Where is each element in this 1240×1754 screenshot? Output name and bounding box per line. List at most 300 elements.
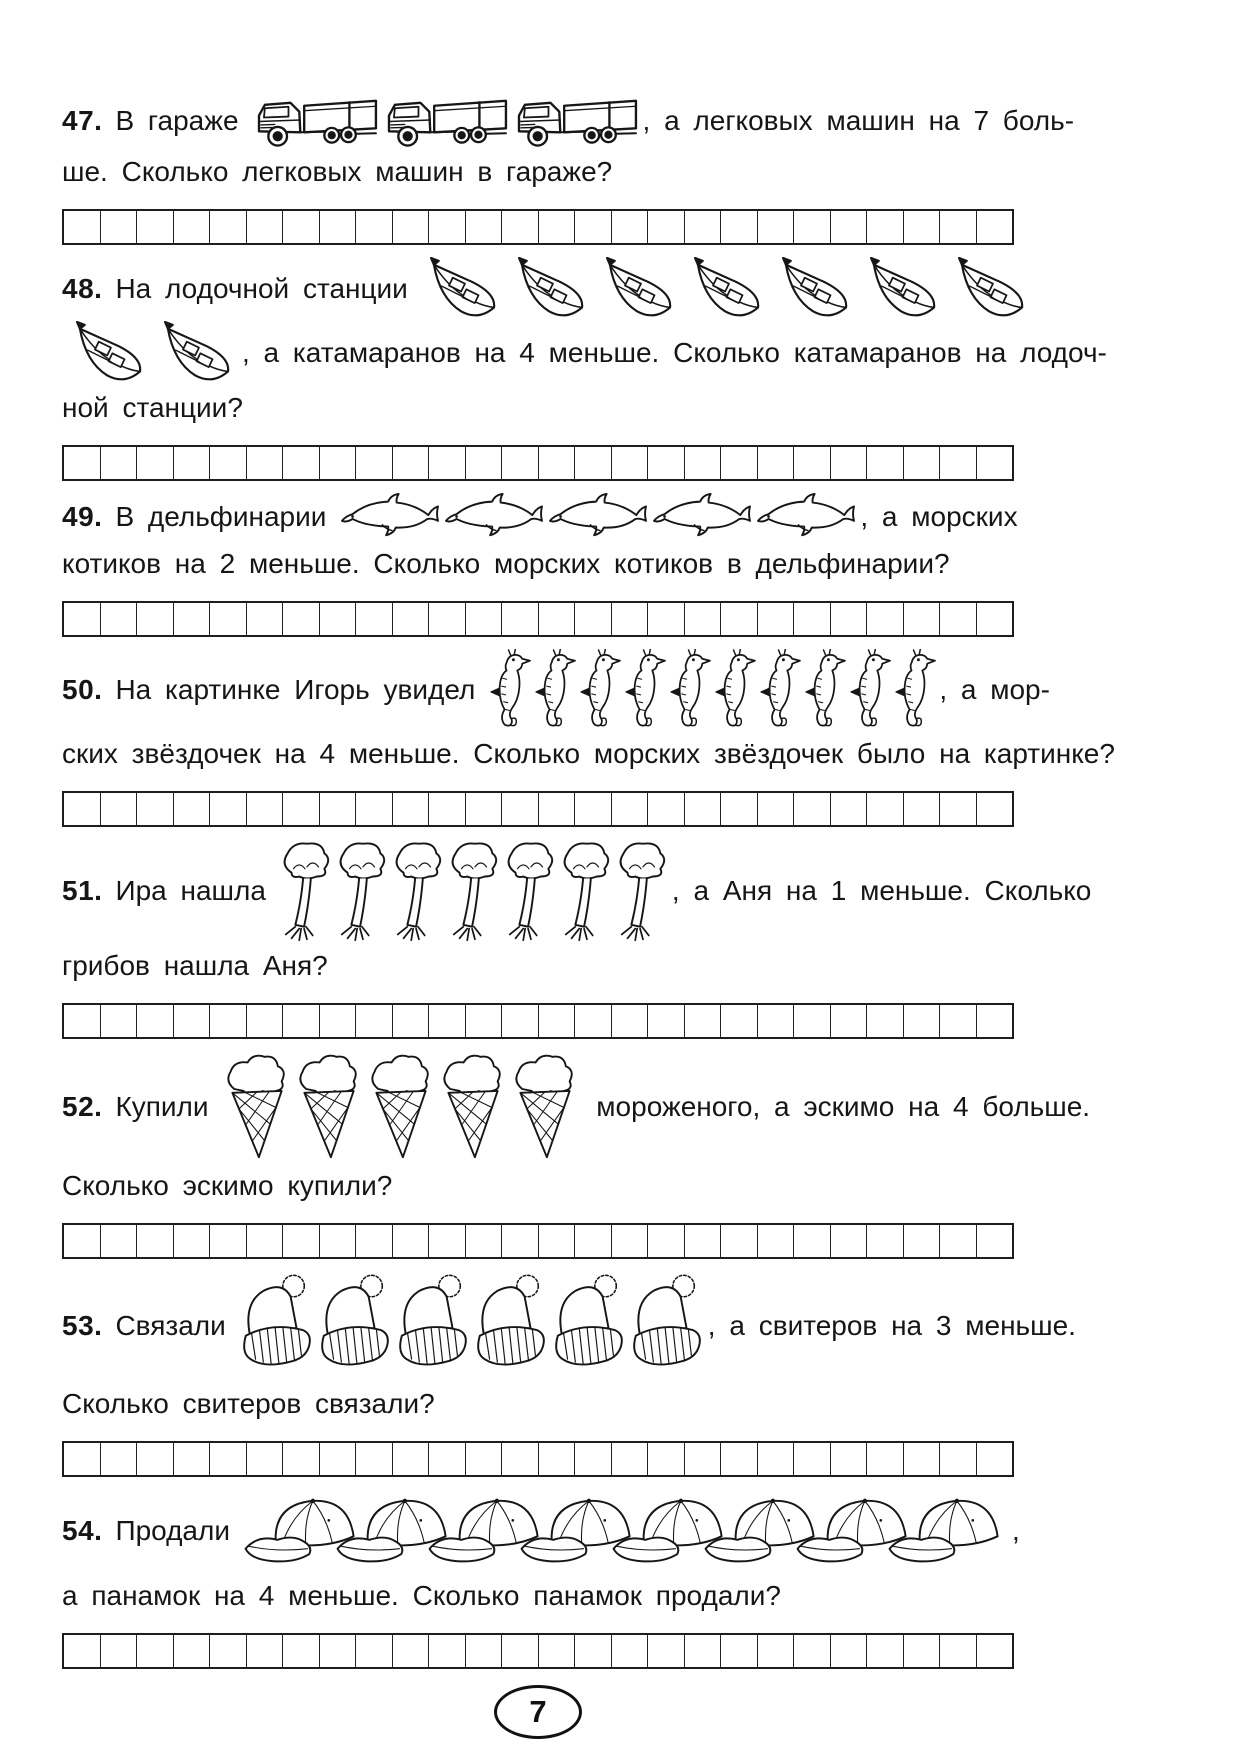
answer-cell <box>721 447 758 479</box>
answer-cell <box>721 211 758 243</box>
answer-cell <box>393 447 430 479</box>
answer-cell <box>904 603 941 635</box>
problem-text: , <box>1011 1515 1020 1546</box>
problem-text: , а катамаранов на 4 меньше. Сколько катамаранов на лодоч- <box>242 337 1107 368</box>
answer-cell <box>356 1443 393 1475</box>
answer-cell <box>794 211 831 243</box>
problem-53-line-1 <box>62 1271 1076 1381</box>
problem-54-line-1 <box>62 1489 1020 1573</box>
answer-cell <box>101 603 138 635</box>
answer-cell <box>466 1005 503 1037</box>
answer-cell <box>648 1635 685 1667</box>
problem-49-line-1 <box>62 493 1018 541</box>
answer-cell <box>210 1443 247 1475</box>
problem-50-line-2 <box>62 731 1115 777</box>
answer-cell <box>648 211 685 243</box>
truck-icon-row <box>251 92 641 149</box>
problem-text: мороженого, а эскимо на 4 больше. <box>582 1091 1091 1122</box>
answer-cell <box>137 1443 174 1475</box>
seahorse-icon <box>892 649 937 731</box>
problem-text: Ира нашла <box>115 875 266 906</box>
problem-51-line-2 <box>62 943 1014 989</box>
problem-text: Купили <box>115 1091 209 1122</box>
answer-cell <box>648 1443 685 1475</box>
problem-text: Сколько эскимо купили? <box>62 1170 393 1201</box>
answer-cell <box>867 1225 904 1257</box>
boat-icon <box>66 321 152 385</box>
answer-cell <box>101 793 138 825</box>
problem-text: , а мор- <box>939 674 1050 705</box>
answer-cell <box>758 1225 795 1257</box>
answer-cell <box>429 1005 466 1037</box>
page-footer <box>62 1685 1014 1739</box>
answer-cell <box>794 1225 831 1257</box>
answer-cell <box>794 603 831 635</box>
seahorse-icon <box>667 649 712 731</box>
dolphin-icon <box>754 493 858 541</box>
answer-cell <box>867 1635 904 1667</box>
boat-icon <box>154 321 240 385</box>
icecream-icon <box>293 1051 365 1163</box>
answer-cell <box>210 211 247 243</box>
answer-cell <box>283 603 320 635</box>
seahorse-icon-row <box>487 649 937 731</box>
answer-cell <box>283 1005 320 1037</box>
answer-cell <box>758 1443 795 1475</box>
answer-cell <box>758 603 795 635</box>
truck-icon <box>381 92 511 149</box>
problem-49 <box>62 493 1018 637</box>
hat-icon <box>550 1271 628 1381</box>
answer-cell <box>174 1225 211 1257</box>
answer-cell <box>648 447 685 479</box>
answer-cell <box>612 1443 649 1475</box>
answer-cell <box>393 1635 430 1667</box>
answer-cell <box>174 447 211 479</box>
problem-text: грибов нашла Аня? <box>62 950 328 981</box>
answer-cell <box>977 603 1013 635</box>
answer-cell <box>685 447 722 479</box>
answer-cell <box>612 1225 649 1257</box>
problem-text: На картинке Игорь увидел <box>115 674 476 705</box>
problem-text: ной станции? <box>62 392 243 423</box>
answer-cell <box>685 793 722 825</box>
answer-cell <box>685 1443 722 1475</box>
problem-49-line-2 <box>62 541 1014 587</box>
problem-52-line-2 <box>62 1163 1014 1209</box>
answer-cell <box>539 1005 576 1037</box>
seahorse-icon <box>802 649 847 731</box>
problem-52-line-1 <box>62 1051 1091 1163</box>
icecream-icon <box>437 1051 509 1163</box>
problem-53-line-2 <box>62 1381 1014 1427</box>
answer-cell <box>283 1635 320 1667</box>
problem-number: 49. <box>62 501 103 532</box>
answer-cell <box>575 211 612 243</box>
problem-text: Продали <box>115 1515 230 1546</box>
answer-cell <box>247 447 284 479</box>
answer-cell <box>101 211 138 243</box>
answer-cell <box>612 1635 649 1667</box>
answer-cell <box>320 211 357 243</box>
answer-cell <box>393 211 430 243</box>
answer-cell <box>831 603 868 635</box>
dolphin-icon <box>650 493 754 541</box>
answer-cell <box>575 1443 612 1475</box>
answer-cell <box>137 603 174 635</box>
answer-cell <box>174 603 211 635</box>
answer-cell <box>174 793 211 825</box>
answer-cell <box>831 1225 868 1257</box>
mushroom-icon-row <box>278 839 670 943</box>
answer-cell <box>612 1005 649 1037</box>
problem-text: ских звёздочек на 4 меньше. Сколько морских звёздочек было на картинке? <box>62 738 1115 769</box>
answer-cell <box>429 1443 466 1475</box>
answer-cell <box>137 1005 174 1037</box>
answer-cell <box>721 793 758 825</box>
answer-cell <box>612 793 649 825</box>
answer-cell <box>867 793 904 825</box>
answer-cell <box>466 1635 503 1667</box>
answer-cell <box>940 1635 977 1667</box>
problem-number: 54. <box>62 1515 103 1546</box>
problem-text: В гараже <box>115 104 239 136</box>
answer-cell <box>356 211 393 243</box>
mushroom-icon <box>278 839 334 943</box>
answer-cell <box>429 1635 466 1667</box>
hat-icon <box>238 1271 316 1381</box>
answer-cell <box>612 603 649 635</box>
answer-cell <box>977 1005 1013 1037</box>
problem-47-line-2 <box>62 149 1014 195</box>
answer-cell <box>539 1635 576 1667</box>
answer-cell <box>831 1005 868 1037</box>
answer-cell <box>977 1443 1013 1475</box>
problem-text: а панамок на 4 меньше. Сколько панамок продали? <box>62 1580 781 1611</box>
answer-cell <box>539 603 576 635</box>
answer-cell <box>794 1005 831 1037</box>
problem-number: 47. <box>62 104 103 136</box>
answer-cell <box>210 1635 247 1667</box>
answer-cell <box>101 1225 138 1257</box>
problem-47 <box>62 92 1075 245</box>
mushroom-icon <box>334 839 390 943</box>
seahorse-icon <box>577 649 622 731</box>
problem-48-line-2 <box>62 321 1107 385</box>
boat-icon <box>596 257 682 321</box>
answer-cell <box>867 1443 904 1475</box>
seahorse-icon <box>487 649 532 731</box>
answer-cell <box>575 793 612 825</box>
answer-cell <box>210 1005 247 1037</box>
answer-cell <box>867 603 904 635</box>
answer-cell <box>356 447 393 479</box>
answer-cell <box>721 1225 758 1257</box>
answer-cell <box>64 793 101 825</box>
answer-cell <box>831 793 868 825</box>
answer-cell <box>977 447 1013 479</box>
answer-cell <box>137 793 174 825</box>
answer-cell <box>685 1635 722 1667</box>
answer-grid-52 <box>62 1223 1014 1259</box>
answer-cell <box>64 1443 101 1475</box>
answer-cell <box>393 1443 430 1475</box>
icecream-icon <box>509 1051 581 1163</box>
answer-cell <box>320 1443 357 1475</box>
answer-cell <box>575 447 612 479</box>
problem-54-line-2 <box>62 1573 1014 1619</box>
mushroom-icon <box>558 839 614 943</box>
icecream-icon-row <box>221 1051 581 1163</box>
dolphin-icon <box>338 493 442 541</box>
answer-cell <box>794 447 831 479</box>
answer-cell <box>64 447 101 479</box>
boat-icon <box>948 257 1034 321</box>
seahorse-icon <box>622 649 667 731</box>
hat-icon <box>472 1271 550 1381</box>
answer-cell <box>685 211 722 243</box>
answer-cell <box>794 1443 831 1475</box>
answer-cell <box>466 603 503 635</box>
problem-text: , а Аня на 1 меньше. Сколько <box>671 875 1092 906</box>
answer-cell <box>356 1005 393 1037</box>
answer-cell <box>867 1005 904 1037</box>
answer-cell <box>685 1005 722 1037</box>
answer-cell <box>429 603 466 635</box>
answer-cell <box>174 1443 211 1475</box>
answer-cell <box>940 211 977 243</box>
answer-cell <box>210 447 247 479</box>
problem-number: 53. <box>62 1310 103 1341</box>
answer-cell <box>320 1005 357 1037</box>
answer-cell <box>904 211 941 243</box>
answer-cell <box>502 1443 539 1475</box>
answer-grid-53 <box>62 1441 1014 1477</box>
problem-text: В дельфинарии <box>115 501 327 532</box>
answer-cell <box>247 603 284 635</box>
answer-cell <box>502 793 539 825</box>
answer-cell <box>575 1635 612 1667</box>
answer-cell <box>721 603 758 635</box>
answer-cell <box>612 447 649 479</box>
problem-number: 52. <box>62 1091 103 1122</box>
answer-cell <box>977 793 1013 825</box>
boat-icon <box>772 257 858 321</box>
problem-54 <box>62 1489 1020 1669</box>
answer-cell <box>904 1443 941 1475</box>
answer-cell <box>539 211 576 243</box>
answer-cell <box>977 1225 1013 1257</box>
answer-cell <box>283 211 320 243</box>
answer-cell <box>904 1005 941 1037</box>
answer-grid-51 <box>62 1003 1014 1039</box>
answer-cell <box>64 1225 101 1257</box>
answer-cell <box>940 603 977 635</box>
problem-53 <box>62 1271 1076 1477</box>
answer-cell <box>539 1443 576 1475</box>
answer-cell <box>612 211 649 243</box>
answer-cell <box>831 1443 868 1475</box>
boat-icon <box>508 257 594 321</box>
answer-cell <box>758 447 795 479</box>
answer-cell <box>247 1225 284 1257</box>
seahorse-icon <box>712 649 757 731</box>
answer-cell <box>502 447 539 479</box>
answer-cell <box>320 1635 357 1667</box>
answer-cell <box>210 603 247 635</box>
problem-number: 50. <box>62 674 103 705</box>
answer-cell <box>685 603 722 635</box>
problem-51 <box>62 839 1092 1039</box>
mushroom-icon <box>614 839 670 943</box>
answer-grid-50 <box>62 791 1014 827</box>
answer-cell <box>247 793 284 825</box>
answer-cell <box>758 1635 795 1667</box>
answer-cell <box>393 603 430 635</box>
cap-icon <box>886 1489 1010 1573</box>
answer-cell <box>502 1225 539 1257</box>
problem-text: ше. Сколько легковых машин в гараже? <box>62 156 613 187</box>
problem-text: , а свитеров на 3 меньше. <box>707 1310 1076 1341</box>
answer-cell <box>101 1005 138 1037</box>
answer-cell <box>101 1635 138 1667</box>
answer-cell <box>393 1005 430 1037</box>
answer-cell <box>64 603 101 635</box>
mushroom-icon <box>446 839 502 943</box>
answer-cell <box>320 1225 357 1257</box>
answer-cell <box>429 1225 466 1257</box>
answer-cell <box>466 1225 503 1257</box>
cap-icon-row <box>242 1489 1010 1573</box>
icecream-icon <box>221 1051 293 1163</box>
answer-cell <box>721 1443 758 1475</box>
answer-cell <box>64 1005 101 1037</box>
answer-grid-49 <box>62 601 1014 637</box>
problem-50-line-1 <box>62 649 1050 731</box>
answer-cell <box>940 1225 977 1257</box>
answer-cell <box>685 1225 722 1257</box>
answer-grid-48 <box>62 445 1014 481</box>
answer-cell <box>320 603 357 635</box>
answer-cell <box>64 1635 101 1667</box>
answer-cell <box>174 211 211 243</box>
answer-cell <box>539 447 576 479</box>
answer-cell <box>356 603 393 635</box>
answer-cell <box>575 1005 612 1037</box>
answer-cell <box>137 1225 174 1257</box>
dolphin-icon <box>442 493 546 541</box>
problem-text: котиков на 2 меньше. Сколько морских котиков в дельфинарии? <box>62 548 950 579</box>
answer-cell <box>356 1225 393 1257</box>
answer-cell <box>210 793 247 825</box>
problem-48-line-1 <box>62 257 1014 321</box>
answer-cell <box>904 1225 941 1257</box>
problems-list <box>62 92 1115 1669</box>
hat-icon <box>394 1271 472 1381</box>
mushroom-icon <box>502 839 558 943</box>
answer-cell <box>283 793 320 825</box>
answer-cell <box>247 1443 284 1475</box>
answer-cell <box>648 1005 685 1037</box>
answer-cell <box>356 1635 393 1667</box>
answer-cell <box>794 1635 831 1667</box>
boat-icon-row <box>420 257 1034 321</box>
answer-cell <box>174 1005 211 1037</box>
answer-cell <box>247 1635 284 1667</box>
answer-cell <box>101 1443 138 1475</box>
seahorse-icon <box>757 649 802 731</box>
answer-grid-47 <box>62 209 1014 245</box>
answer-cell <box>721 1635 758 1667</box>
answer-cell <box>575 1225 612 1257</box>
answer-cell <box>466 793 503 825</box>
answer-cell <box>648 793 685 825</box>
answer-cell <box>904 1635 941 1667</box>
answer-cell <box>466 447 503 479</box>
icecream-icon <box>365 1051 437 1163</box>
answer-cell <box>502 211 539 243</box>
answer-cell <box>940 793 977 825</box>
answer-cell <box>283 1443 320 1475</box>
answer-cell <box>758 1005 795 1037</box>
hat-icon-row <box>238 1271 706 1381</box>
answer-cell <box>210 1225 247 1257</box>
seahorse-icon <box>847 649 892 731</box>
answer-cell <box>758 793 795 825</box>
answer-cell <box>393 793 430 825</box>
answer-cell <box>137 1635 174 1667</box>
answer-cell <box>429 211 466 243</box>
answer-cell <box>721 1005 758 1037</box>
answer-cell <box>466 211 503 243</box>
answer-cell <box>831 1635 868 1667</box>
answer-cell <box>867 211 904 243</box>
answer-cell <box>794 793 831 825</box>
answer-cell <box>648 603 685 635</box>
answer-cell <box>867 447 904 479</box>
answer-cell <box>283 1225 320 1257</box>
answer-cell <box>539 793 576 825</box>
mushroom-icon <box>390 839 446 943</box>
answer-cell <box>539 1225 576 1257</box>
problem-number: 51. <box>62 875 103 906</box>
problem-text: Сколько свитеров связали? <box>62 1388 435 1419</box>
answer-cell <box>977 1635 1013 1667</box>
answer-cell <box>393 1225 430 1257</box>
answer-cell <box>977 211 1013 243</box>
seahorse-icon <box>532 649 577 731</box>
answer-cell <box>502 1005 539 1037</box>
problem-text: На лодочной станции <box>115 273 408 304</box>
answer-cell <box>831 447 868 479</box>
answer-cell <box>502 603 539 635</box>
truck-icon <box>251 92 381 149</box>
problem-47-line-1 <box>62 92 1075 149</box>
answer-cell <box>429 447 466 479</box>
hat-icon <box>316 1271 394 1381</box>
answer-cell <box>466 1443 503 1475</box>
problem-51-line-1 <box>62 839 1092 943</box>
answer-cell <box>320 793 357 825</box>
boat-icon <box>860 257 946 321</box>
answer-cell <box>429 793 466 825</box>
answer-cell <box>64 211 101 243</box>
problem-48 <box>62 257 1107 481</box>
problem-text: , а морских <box>860 501 1018 532</box>
answer-cell <box>247 1005 284 1037</box>
page-number: 7 <box>529 1694 547 1729</box>
answer-cell <box>904 793 941 825</box>
